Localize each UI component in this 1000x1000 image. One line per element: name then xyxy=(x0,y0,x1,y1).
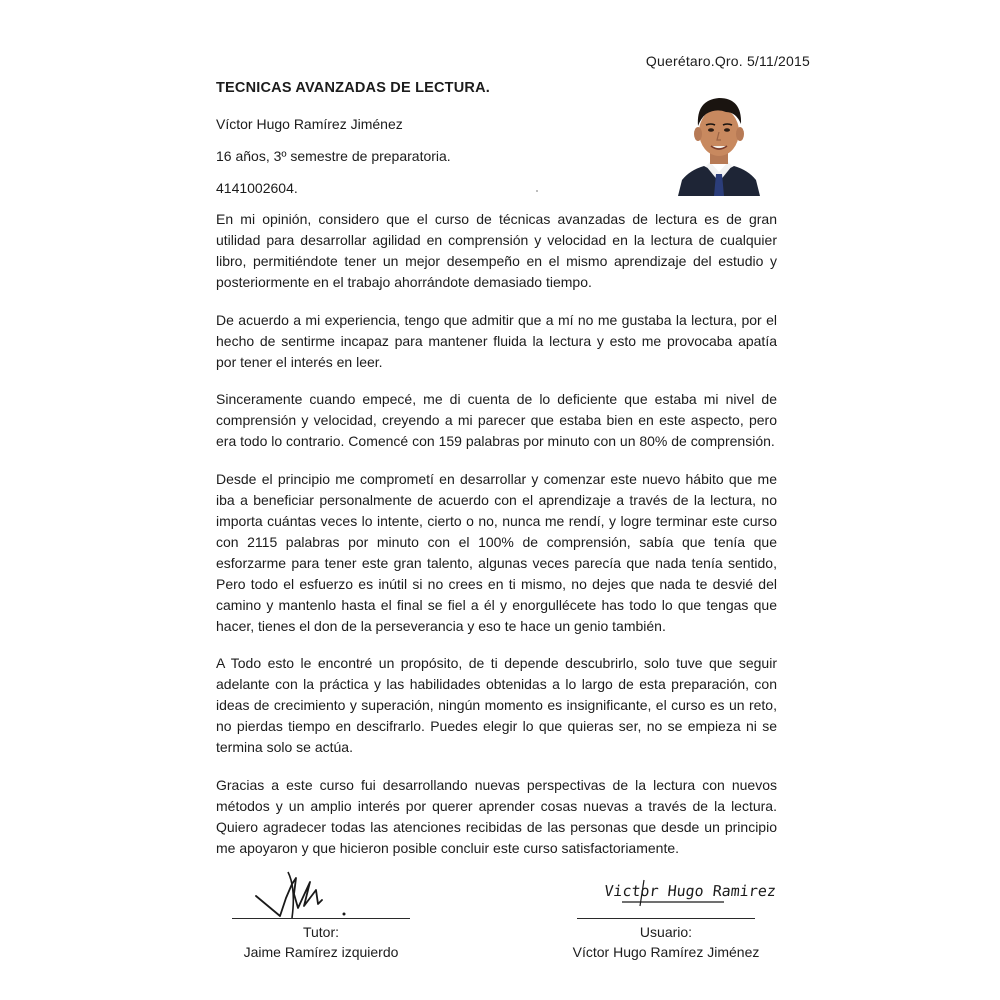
paragraph: A Todo esto le encontré un propósito, de ti depende descubrirlo, solo tuve que seguir adelante con la práctica y las habilidades obtenidas a lo largo de esta preparación, con ideas de crecimiento y superación, ningún momento es insignificante, el curso es un reto, no pierdas tiempo en descifrarlo. Puedes elegir lo que quieras ser, no se empieza ni se termina solo se actúa. xyxy=(216,655,777,755)
user-name: Víctor Hugo Ramírez Jiménez xyxy=(572,944,760,960)
student-age-grade: 16 años, 3º semestre de preparatoria. xyxy=(216,148,451,164)
scan-speck xyxy=(536,190,538,192)
paragraph: De acuerdo a mi experiencia, tengo que admitir que a mí no me gustaba la lectura, por el hecho de sentirme incapaz para mantener fluida la lectura y esto me provocaba apatía por tener el interés en leer. xyxy=(216,311,777,370)
tutor-name: Jaime Ramírez izquierdo xyxy=(243,944,399,960)
tutor-signature-line xyxy=(232,918,410,919)
student-phone: 4141002604. xyxy=(216,180,298,196)
student-photo xyxy=(676,86,762,196)
paragraph: En mi opinión, considero que el curso de técnicas avanzadas de lectura es de gran utilidad para desarrollar agilidad en comprensión y velocidad en la lectura de cualquier libro, permitiéndote tener un mejor desempeño en el mismo aprendizaje del estudio y posteriormente en el trabajo ahorrándote demasiado tiempo. xyxy=(216,211,777,290)
user-signature xyxy=(603,876,777,912)
user-signature-line xyxy=(577,918,755,919)
paragraph: Desde el principio me comprometí en desarrollar y comenzar este nuevo hábito que me iba a beneficiar personalmente de acuerdo con el aprendizaje a través de la lectura, no importa cuántas veces lo intente, cierto o no, nunca me rendí, y logre terminar este curso con 2115 palabras por minuto con el 100% de comprensión, sabía que tenía que esforzarme para tener este gran talento, algunas veces parecía que nada tenía sentido, Pero todo el esfuerzo es inútil si no crees en ti mismo, no dejes que nada te desvié del camino y mantenlo hasta el final se fiel a él y enorgullécete has todo lo que tengas que hacer, tienes el don de la perseverancia y eso te hace un genio también. xyxy=(216,470,777,634)
user-signature-text: Victor Hugo Ramirez xyxy=(603,882,777,900)
tutor-signature xyxy=(252,868,362,924)
paragraph: Gracias a este curso fui desarrollando nuevas perspectivas de la lectura con nuevos métodos y un amplio interés por querer aprender cosas nuevas a través de la lectura. Quiero agradecer todas las atenciones recibidas de las personas que desde un principio me apoyaron y que hicieron posible concluir este curso satisfactoriamente. xyxy=(216,776,777,856)
tutor-role: Tutor: xyxy=(302,924,340,940)
paragraph: Sinceramente cuando empecé, me di cuenta de lo deficiente que estaba mi nivel de comprensión y velocidad, creyendo a mi parecer que estaba bien en este aspecto, pero era todo lo contrario. Comencé con 159 palabras por minuto con un 80% de comprensión. xyxy=(216,391,777,449)
document-title: TECNICAS AVANZADAS DE LECTURA. xyxy=(216,80,490,96)
date-line: Querétaro.Qro. 5/11/2015 xyxy=(645,53,810,69)
student-name: Víctor Hugo Ramírez Jiménez xyxy=(216,116,403,132)
letter-body xyxy=(216,209,777,875)
user-role: Usuario: xyxy=(639,924,693,940)
